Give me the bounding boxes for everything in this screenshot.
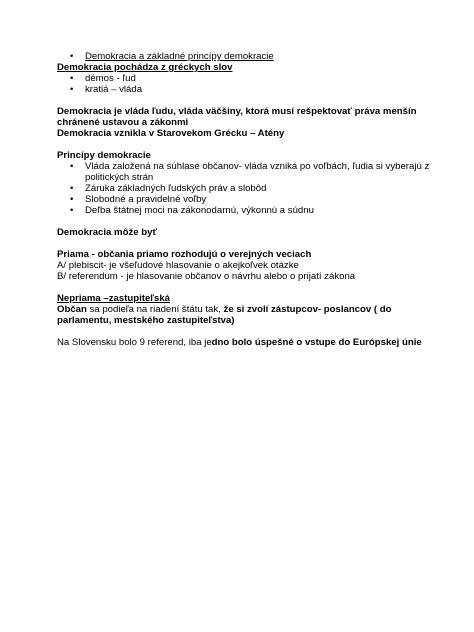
indirect-part-3: že si zvolí zástupcov- poslancov ( do parlamentu, mestského zastupiteľstva) (57, 304, 392, 326)
types-title: Demokracia môže byť (57, 227, 158, 238)
referendum-part-2: dno bolo úspešné o vstupe do Európskej únie (211, 337, 422, 348)
bullet-icon: • (70, 51, 74, 62)
heading-item: Demokracia a základné princípy demokracie (85, 51, 274, 62)
indirect-paragraph (57, 304, 434, 326)
principle-item-1: Vláda založená na súhlase občanov- vláda vzniká po voľbách, ľudia si vyberajú z politických strán (85, 161, 430, 183)
list-item (70, 194, 434, 205)
list-item (70, 205, 434, 216)
bullet-icon: • (70, 161, 74, 172)
bullet-icon: • (70, 205, 74, 216)
origin-item-kratia: kratiá – vláda (85, 84, 143, 95)
spacer (57, 282, 434, 293)
principle-item-2: Záruka základných ľudských práv a slobôd (85, 183, 267, 194)
indirect-part-1: Občan (57, 304, 87, 315)
direct-title: Priama - občania priamo rozhodujú o verejných veciach (57, 249, 312, 260)
list-item (70, 51, 434, 62)
bullet-icon: • (70, 84, 74, 95)
spacer (57, 95, 434, 106)
spacer (57, 139, 434, 150)
spacer (57, 326, 434, 337)
direct-option-a: A/ plebiscit- je všeľudové hlasovanie o akejkoľvek otázke (57, 260, 299, 271)
principle-item-3: Slobodné a pravidelné voľby (85, 194, 207, 205)
definition-line-3: Demokracia vznikla v Starovekom Grécku – Atény (57, 128, 285, 139)
bullet-icon: • (70, 194, 74, 205)
list-item (70, 161, 434, 183)
top-list (57, 51, 434, 62)
spacer (57, 238, 434, 249)
principle-item-4: Deľba štátnej moci na zákonodarnú, výkonnú a súdnu (85, 205, 314, 216)
origin-title: Demokracia pochádza z gréckych slov (57, 62, 233, 73)
origin-item-demos: démos - ľud (85, 73, 136, 84)
list-item (70, 84, 434, 95)
list-item (70, 73, 434, 84)
principles-list (57, 161, 434, 216)
bullet-icon: • (70, 73, 74, 84)
origin-list (57, 73, 434, 95)
spacer (57, 216, 434, 227)
bullet-icon: • (70, 183, 74, 194)
referendum-paragraph (57, 337, 434, 348)
referendum-part-1: Na Slovensku bolo 9 referend, iba je (57, 337, 212, 348)
principles-title: Princípy demokracie (57, 150, 151, 161)
list-item (70, 183, 434, 194)
indirect-title: Nepriama –zastupiteľská (57, 293, 171, 304)
definition-line-1: Demokracia je vláda ľudu, vláda väčšiny, ktorá musí rešpektovať práva menšín (57, 106, 417, 117)
direct-option-b: B/ referendum - je hlasovanie občanov o návrhu alebo o prijatí zákona (57, 271, 356, 282)
definition-line-2: chránené ustavou a zákonmi (57, 117, 189, 128)
indirect-part-2: sa podieľa na riadení štátu tak, (86, 304, 224, 315)
